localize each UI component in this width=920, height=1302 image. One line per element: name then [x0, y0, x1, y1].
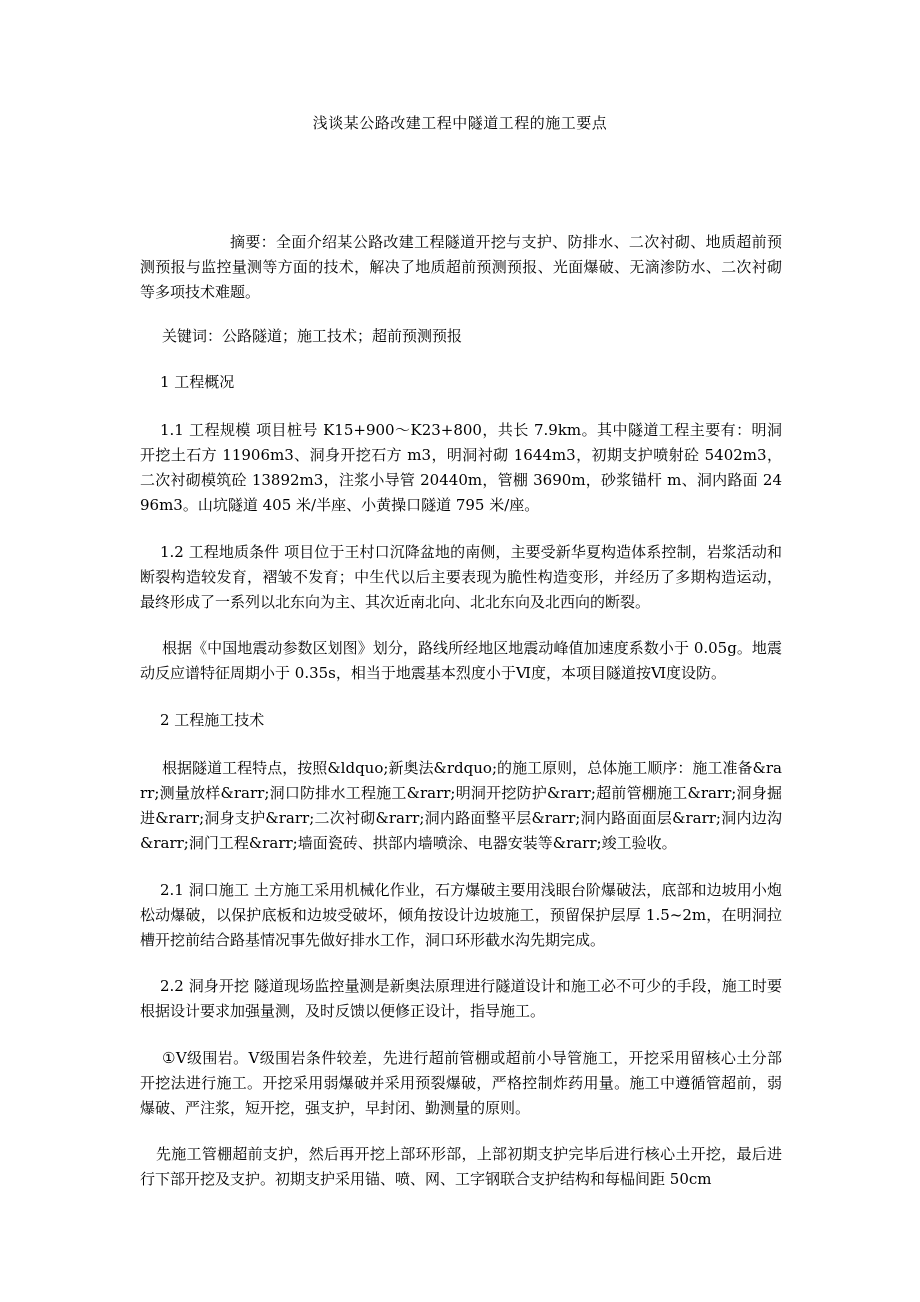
- section-2-1-paragraph: 2.1 洞口施工 土方施工采用机械化作业，石方爆破主要用浅眼台阶爆破法，底部和边坡用小炮松动爆破，以保护底板和边坡受破坏，倾角按设计边坡施工，预留保护层厚 1.5~2m，在明洞拉槽开挖前结合路基情况事先做好排水工作，洞口环形截水沟先期完成。: [140, 881, 782, 949]
- grade-v-rock-paragraph: ①Ⅴ级围岩。Ⅴ级围岩条件较差，先进行超前管棚或超前小导管施工，开挖采用留核心土分部开挖法进行施工。开挖采用弱爆破并采用预裂爆破，严格控制炸药用量。施工中遵循管超前，弱爆破、严注浆，短开挖，强支护，早封闭、勤测量的原则。: [140, 1049, 782, 1117]
- section-1-heading: 1 工程概况: [160, 373, 235, 391]
- section-2-heading: 2 工程施工技术: [160, 711, 265, 729]
- section-2-2-paragraph: 2.2 洞身开挖 隧道现场监控量测是新奥法原理进行隧道设计和施工必不可少的手段，施工时要根据设计要求加强量测，及时反馈以便修正设计，指导施工。: [140, 977, 782, 1020]
- pipe-roof-support-paragraph: 先施工管棚超前支护，然后再开挖上部环形部，上部初期支护完毕后进行核心土开挖，最后进行下部开挖及支护。初期支护采用锚、喷、网、工字钢联合支护结构和每榀间距 50cm: [140, 1145, 782, 1188]
- keywords-paragraph: 关键词：公路隧道；施工技术；超前预测预报: [162, 327, 463, 345]
- section-1-1-paragraph: 1.1 工程规模 项目桩号 K15+900～K23+800，共长 7.9km。其中隧道工程主要有：明洞开挖土石方 11906m3、洞身开挖石方 m3，明洞衬砌 1644m3，初期支护喷射砼 5402m3，二次衬砌模筑砼 13892m3，注浆小导管 20440m，管棚 3690m，砂浆锚杆 m、洞内路面 2496m3。山坑隧道 405 米/半座、小黄操口隧道 795 米/座。: [140, 421, 782, 514]
- seismic-paragraph: 根据《中国地震动参数区划图》划分，路线所经地区地震动峰值加速度系数小于 0.05g。地震动反应谱特征周期小于 0.35s，相当于地震基本烈度小于Ⅵ度，本项目隧道按Ⅵ度设防。: [140, 639, 782, 682]
- abstract-paragraph: 摘要：全面介绍某公路改建工程隧道开挖与支护、防排水、二次衬砌、地质超前预测预报与监控量测等方面的技术，解决了地质超前预测预报、光面爆破、无滴渗防水、二次衬砌等多项技术难题。: [140, 233, 782, 301]
- construction-principle-paragraph: 根据隧道工程特点，按照&ldquo;新奥法&rdquo;的施工原则，总体施工顺序：施工准备&rarr;测量放样&rarr;洞口防排水工程施工&rarr;明洞开挖防护&rarr;超前管棚施工&rarr;洞身掘进&rarr;洞身支护&rarr;二次衬砌&rarr;洞内路面整平层&rarr;洞内路面面层&rarr;洞内边沟&rarr;洞门工程&rarr;墙面瓷砖、拱部内墙喷涂、电器安装等&rarr;竣工验收。: [140, 759, 782, 852]
- document-title: 浅谈某公路改建工程中隧道工程的施工要点: [312, 114, 608, 132]
- section-1-2-paragraph: 1.2 工程地质条件 项目位于王村口沉降盆地的南侧，主要受新华夏构造体系控制，岩浆活动和断裂构造较发育，褶皱不发育；中生代以后主要表现为脆性构造变形，并经历了多期构造运动，最终形成了一系列以北东向为主、其次近南北向、北北东向及北西向的断裂。: [140, 543, 782, 611]
